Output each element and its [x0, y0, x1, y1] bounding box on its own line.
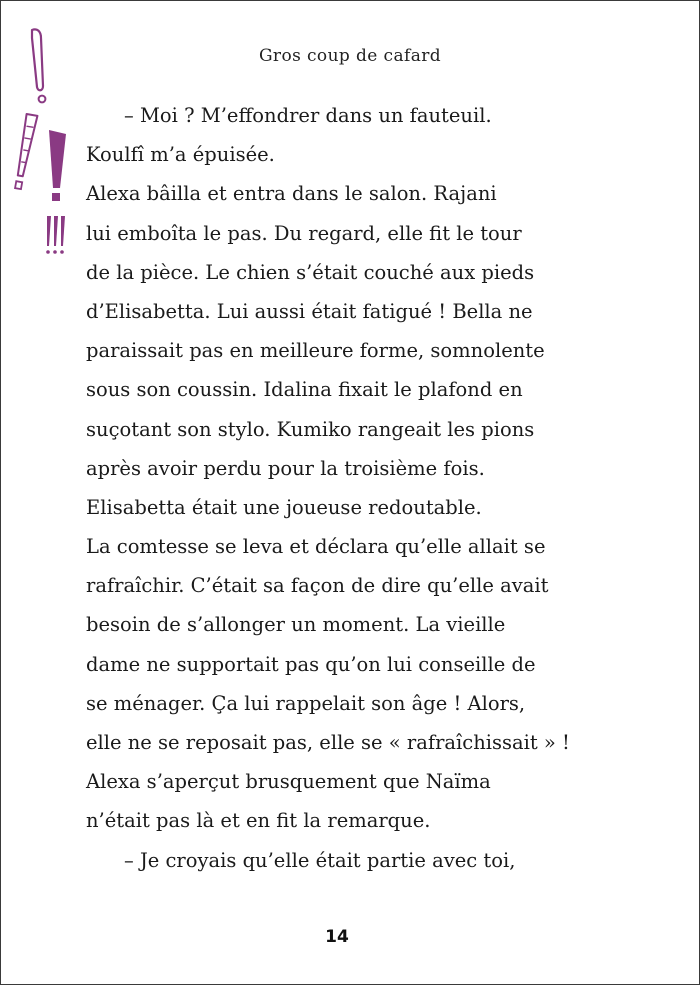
text-line: – Moi ? M’effondrer dans un fauteuil. — [124, 104, 492, 127]
text-line: lui emboîta le pas. Du regard, elle fit le tour — [86, 221, 522, 245]
text-line: Elisabetta était une joueuse redoutable. — [86, 495, 482, 519]
text-line: Alexa bâilla et entra dans le salon. Rajani — [86, 182, 497, 206]
text-line: n’était pas là et en fit la remarque. — [86, 809, 431, 833]
text-line: Alexa s’aperçut brusquement que Naïma — [86, 770, 491, 794]
text-line: besoin de s’allonger un moment. La vieille — [86, 613, 506, 637]
text-line: La comtesse se leva et déclara qu’elle allait se — [86, 535, 546, 559]
running-head: Gros coup de cafard — [258, 46, 442, 66]
text-line: dame ne supportait pas qu’on lui conseille de — [86, 652, 536, 676]
text-line: paraissait pas en meilleure forme, somnolente — [86, 339, 545, 363]
text-line: suçotant son stylo. Kumiko rangeait les pions — [86, 417, 535, 441]
text-line: d’Elisabetta. Lui aussi était fatigué ! Bella ne — [86, 299, 533, 323]
text-line: de la pièce. Le chien s’était couché aux pieds — [86, 260, 535, 284]
text-line: sous son coussin. Idalina fixait le plafond en — [86, 378, 523, 402]
text-line: elle ne se reposait pas, elle se « rafraîchissait » ! — [86, 731, 570, 754]
page-number: 14 — [325, 927, 349, 947]
body-text — [86, 96, 606, 880]
text-line: après avoir perdu pour la troisième fois. — [86, 456, 485, 480]
text-line: rafraîchir. C’était sa façon de dire qu’elle avait — [86, 574, 549, 598]
text-line: se ménager. Ça lui rappelait son âge ! Alors, — [86, 691, 526, 715]
text-line: Koulfî m’a épuisée. — [86, 143, 275, 167]
text-line: – Je croyais qu’elle était partie avec toi, — [124, 848, 516, 872]
